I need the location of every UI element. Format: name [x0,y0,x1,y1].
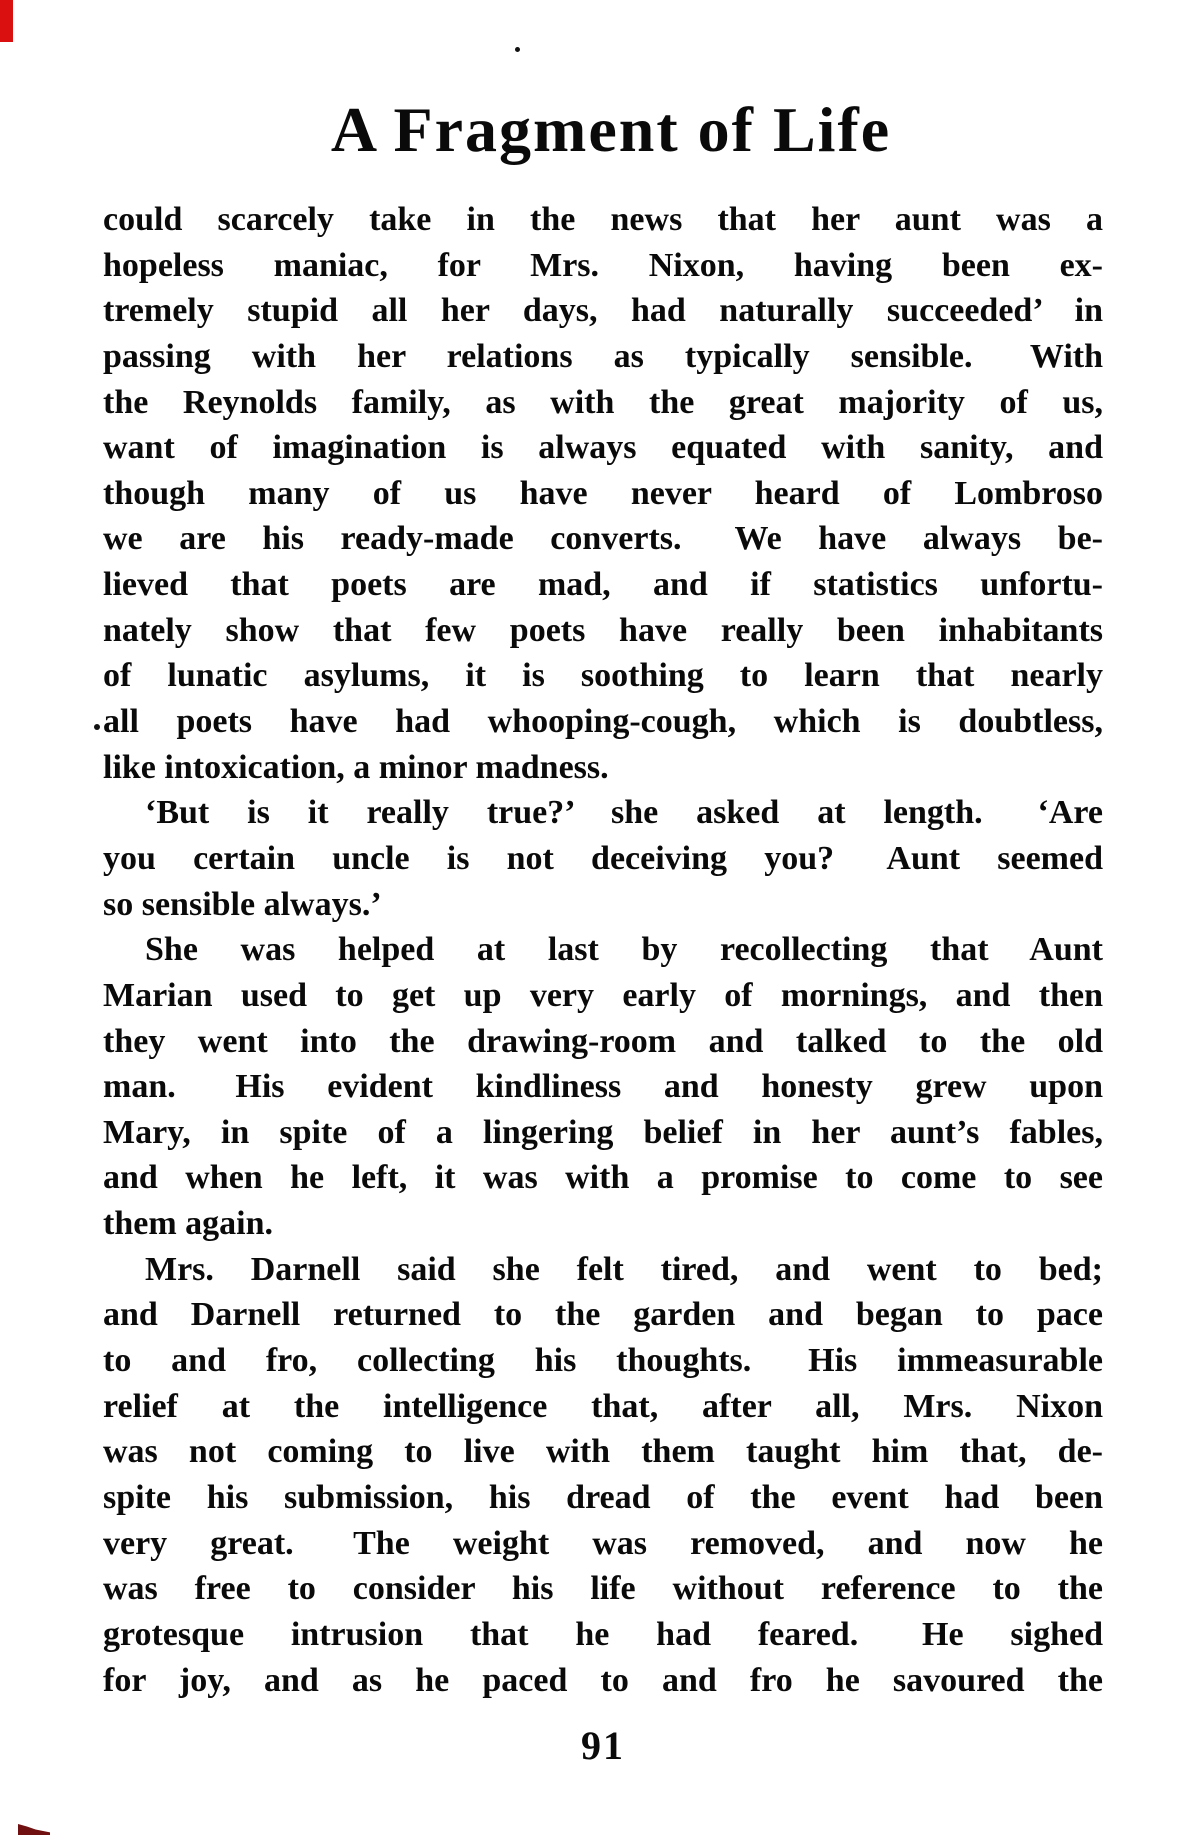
ink-speck [94,724,100,730]
text-line: so sensible always.’ [103,885,382,923]
text-line: man. His evident kindliness and honesty grew upon [103,1068,1103,1106]
text-line: hopeless maniac, for Mrs. Nixon, having been ex- [103,246,1103,284]
text-line: Mrs. Darnell said she felt tired, and went to bed; [145,1250,1103,1288]
text-line: to and fro, collecting his thoughts. His immeasurable [103,1342,1103,1380]
text-line: them again. [103,1205,273,1243]
text-line: the Reynolds family, as with the great majority of us, [103,383,1103,421]
page-title: A Fragment of Life [330,94,892,165]
text-line: ‘But is it really true?’ she asked at length. ‘Are [145,794,1103,832]
text-line: tremely stupid all her days, had naturally succeeded’ in [103,292,1103,330]
text-line: of lunatic asylums, it is soothing to learn that nearly [103,657,1103,695]
text-line: like intoxication, a minor madness. [103,748,609,786]
ink-speck [515,47,520,52]
text-line: passing with her relations as typically sensible. With [103,337,1103,375]
text-line: they went into the drawing-room and talked to the old [103,1022,1103,1060]
text-line: all poets have had whooping-cough, which is doubtless, [103,703,1103,741]
scan-artifact-bottom-left-wedge [18,1822,50,1835]
text-line: could scarcely take in the news that her aunt was a [103,201,1103,238]
text-line: lieved that poets are mad, and if statistics unfortu- [103,566,1103,604]
body-text [103,197,1103,1703]
text-line: She was helped at last by recollecting that Aunt [145,931,1103,969]
text-line: for joy, and as he paced to and fro he savoured the [103,1661,1103,1699]
text-line: Marian used to get up very early of mornings, and then [103,976,1103,1014]
text-line: we are his ready-made converts. We have always be- [103,520,1103,558]
page-number: 91 [581,1723,625,1768]
text-line: you certain uncle is not deceiving you? Aunt seemed [103,839,1103,877]
text-line: though many of us have never heard of Lombroso [103,474,1103,512]
text-line: Mary, in spite of a lingering belief in her aunt’s fables, [103,1113,1103,1151]
text-line: want of imagination is always equated with sanity, and [103,429,1103,467]
text-line: was not coming to live with them taught him that, de- [103,1433,1103,1471]
text-line: relief at the intelligence that, after all, Mrs. Nixon [103,1387,1103,1425]
text-line: spite his submission, his dread of the event had been [103,1478,1103,1516]
text-line: very great. The weight was removed, and now he [103,1524,1103,1562]
scan-artifact-top-left-red-bar [0,0,13,42]
text-line: was free to consider his life without reference to the [103,1570,1103,1608]
text-line: and Darnell returned to the garden and began to pace [103,1296,1103,1334]
text-line: and when he left, it was with a promise to come to see [103,1159,1103,1197]
text-line: nately show that few poets have really been inhabitants [103,611,1103,649]
text-line: grotesque intrusion that he had feared. He sighed [103,1615,1103,1653]
